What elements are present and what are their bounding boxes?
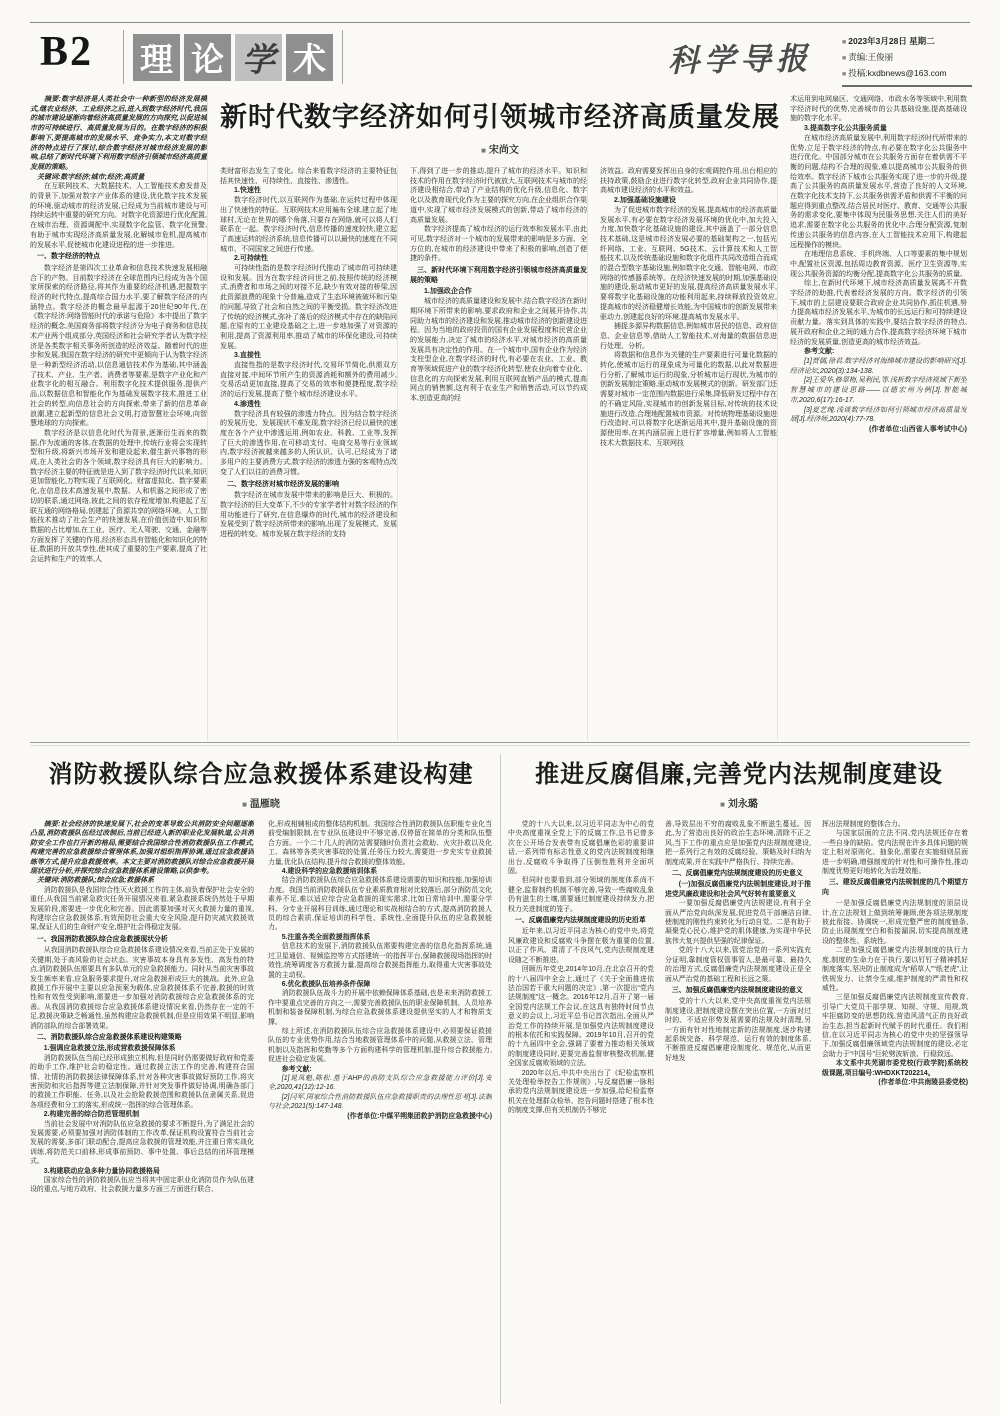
body-paragraph: 数字经济是以信息化时代为背景,逐渐衍生而来的数据,作为流通的客体,在数据的处理中,传统行业将会实现转型和升级,将新兴市场开发和建设起来,催生新兴事物的形成,在人类社会的各个领域,数字经济具有巨大的影响力。数字经济主要的特征就是进入到了数字经济时代以来,知识更加智能化,万物实现了互联网化、财富虚拟化、数字要素化,在信息技术高速发展中,数据、人和机器之间形成了密切的联系,通过网络,彼此之间的依存程度增加,构建起了互联互通的网络格局,创建起了资源共享的网络环境。人工智能技术推动了社会生产的快速发展,在价值创造中,知识和数据的占比增加,在工业、医疗、无人驾驶、交通、金融等方面发挥了关键的作用,经济形态具有智能化和知识化的特征,数据的开放共享性,使其成了重要的生产要素,提高了社会运转和生产的效率,人 (30, 429, 207, 564)
article-byline: ■ 刘永璐 (720, 799, 758, 810)
body-paragraph: 近年来,以习近平同志为核心的党中央,将党风廉政建设和反腐败斗争摆在极为重要的位置,以正了作风、肃清了不良风气,党内法规制度建设随之不断推进。 (508, 928, 654, 964)
sub-heading: 2.构建完善的综合防范管理机制 (43, 1111, 140, 1119)
body-paragraph: 三是加强反腐倡廉党内法规制度宣传教育,引导广大党员干部学规、知规、守规、用规,筑牢拒腐防变的思想防线,营造风清气正的良好政治生态,担当起新时代赋予的时代重任。我们相信,在以习近平同志为核心的党中央的坚强领导下,加强反腐倡廉领域党内法规制度的建设,必定会助力于“中国号”巨轮劈波斩浪、行稳致远。 (822, 994, 968, 1058)
sub-heading: 1.强调应急救援立法,形成营救救援保障体系 (43, 1045, 176, 1053)
vertical-divider (500, 754, 501, 1404)
text-column (508, 820, 654, 1416)
text-column (268, 820, 492, 1416)
body-paragraph: 党的十八大以来,管党治党的一系列实践充分证明,靠制度管权管事管人,是最可靠、最持久的治理方式,反腐倡廉党内法规制度建设正是全面从严治党的基础工程和长远之策。 (665, 947, 811, 983)
body-paragraph: 但同时也要看到,部分领域的制度体系尚不健全,监督制约机制不够完善,导致一些腐败乱象仍有滋生的土壤,需要通过制度建设持续发力,把权力关进制度的笼子。 (508, 877, 654, 913)
body-paragraph: 善,导致层出不穷的腐败乱象不断滋生蔓延。因此,为了营造出良好的政治生态环境,清除不正之风,当下工作的重点应是加强党内法规制度建设,把一系列行之有效的反腐经验、策略及时归纳为制度成果,并在实践中严格执行、持续完善。 (665, 821, 811, 866)
text-column (30, 820, 254, 1416)
issue-submit-email: ■ 投稿:kxdbnews@163.com (842, 68, 947, 78)
body-paragraph: 在城市经济高质量发展中,利用数字经济时代所带来的优势,立足于数字经济的特点,有必要在数字化公共服务中进行优化。中国部分城市在公共服务方面存在着供需不平衡的问题,结构不合理的现象,难以提高城市公共服务的供给效率。数字经济下城市公共服务实现了进一步的升级,提高了公共服务的高质量发展水平,营造了良好的人文环境,在数字化技术支持下,公共服务供需矛盾和供需不平衡的问题应得到重点整改,结合居民对医疗、教育、交通等公共服务的需求变化,要集中体现为民服务思想,关注人们的美好追求,需要在数字化公共服务的优化中,合理分配资源,复制传递公共服务的信息内容,在人工智能技术应用下,构建起远程操作的模块。 (790, 134, 967, 249)
article-title: 新时代数字经济如何引领城市经济高质量发展 (220, 102, 780, 132)
article-fire-rescue (30, 754, 492, 1406)
article-byline: ■ 温雁晓 (242, 799, 280, 810)
sub-heading: 1.快速性 (234, 187, 261, 195)
reference-text: [1]贾儒,徐君.数字经济对海绵城市建设的影响研究[J].经济论坛,2020(3):134-138. (790, 357, 967, 375)
keywords-text: 关键词:数字经济;城市;经济;高质量 (37, 173, 145, 181)
article-columns (508, 820, 970, 1416)
article-header (218, 95, 782, 164)
sub-heading: 6.优化救援队伍培养条件保障 (281, 980, 371, 988)
body-paragraph: 化,形成相辅相成的整体结构机制。我国综合性消防救援队伍职能专业化当前受编制限制,在专业队伍建设中不够完善,仅停留在简单的分类和队伍整合方面。一个二十几人的消防站需要随时负责社会救助、火灾扑救以及化工、森林等各类灾害事故的处置,任务压力较大,需要进一步充实专业救援力量,优化队伍结构,提升综合救援的整体效能。 (268, 821, 492, 866)
body-paragraph: 结合消防救援队伍综合应急救援体系建设需要的知识和技能,加强培训力度。我国当前消防救援队伍专业素质教育相对比较落后,部分消防员文化素养不足,难以适应综合应急救援的现实需求,比如日常培训中,需要分学科、分专业开展科目训练,通过理论和实战相结合的方式,提高消防救援人员的综合素质,保证培训的科学性、系统性,全面提升队伍的应急救援能力。 (268, 877, 492, 932)
author-unit: (作者单位:中共南陵县委党校) (878, 1078, 968, 1086)
body-paragraph: 捕捉多源异构数据信息,例如城市居民的信息、政府信息、企业信息等,借助人工智能技术,对海量的数据信息进行处理、分析。 (600, 323, 777, 350)
article-title: 消防救援队综合应急救援体系建设构建 (48, 761, 474, 788)
body-paragraph: 术运用到电网扇区、交通网络、市政水务等领域中,利用数字经济时代的优势,完善城市的公共基础设施,提高基础设施的数字化水平。 (790, 96, 967, 123)
project-note: 本文系中共芜湖市委党校(行政学院)系统校级课题,项目编号:WHDXKT202214。 (822, 1060, 968, 1077)
body-paragraph: 数字经济在城市发展中带来的影响是巨大、积极的。数字经济的巨大变革下,不少的专家学者针对数字经济的作用功能进行了研究,在信息爆炸的时代,城市的经济建设和发展受到了数字经济所带来的影响,出现了发展模式、发展进程的转变。城市发展在数字经济的支持 (220, 492, 397, 539)
body-paragraph: 在互联网技术、大数据技术、人工智能技术愈发普及的背景下,加强对数字产业体系的建设,优化数字技术发展的环境,驱动城市的经济发展,已经成为当前城市建设与可持续运转中重要的研究方向。对数字化资源进行优化配置,在城市治理、资源调配中,实现数字化监管、数字化预警,有助于城市实现经济高质量发展,化解城市危机,提高城市的发展水平,促使城市化建设进程的进一步推进。 (30, 183, 207, 249)
horizontal-divider (30, 742, 970, 743)
text-column (587, 95, 777, 740)
sub-heading: 3.提高数字化公共服务质量 (804, 125, 887, 133)
reference-text: 参考文献: (804, 348, 835, 356)
article-columns (30, 820, 492, 1416)
sub-heading: (一)加强反腐倡廉党内法规制度建设,对于推进党风廉政建设和社会风气好转有重要意义 (665, 881, 811, 898)
text-column (822, 820, 968, 1416)
body-paragraph: 消防救援队伍战斗力的开展中依赖保障体系基础,也是未来消防救援工作中要重点完善的方向之一,需要完善救援队伍的职业保障机制、人员培养机制和装备保障机制,为综合应急救援体系建设提供坚实的人才和物质支撑。 (268, 990, 492, 1026)
text-column (30, 95, 207, 740)
body-paragraph: 消防救援队伍当前已经形成独立机构,但是同时仍需要做好政府和党委的助手工作,维护社会的稳定性。通过救援立法工作的完善,构建符合国情、社情的消防救援法律保障体系,针对各种灾害事故做好预防工作,将灾害预防和灾后指挥等建立法制保障,并针对突发事件做好协调,明确各部门的救援工作职能、任务,以及社会抢险救援范围和救援队伍隶属关系,促进各项经费和分工的落实,形成统一指挥的综合管理体系。 (30, 1054, 254, 1109)
masthead-top-rule (30, 22, 970, 23)
divider-bar (123, 30, 124, 84)
article-digital-economy (30, 95, 970, 740)
body-paragraph: 可持续性指的是数字经济时代推动了城市的可持续建设和发展。因为在数字经济问世之前,按照传统的经济模式,消费者和市场之间的对接不足,缺少有效对接的桥梁,因此资源浪费的现象十分普遍,造成了生态环境被破坏和污染的问题,导致了社会和自然之间的平衡受损。数字经济改进了传统的经济模式,弥补了落后的经济模式中存在的缺陷问题,在原有的工业建设基础之上,进一步地加强了对资源的利用,提高了资源利用率,推动了城市的环保化建设,可持续发展。 (220, 265, 397, 350)
text-column (665, 820, 811, 1416)
sub-heading: 2.可持续性 (234, 255, 268, 263)
section-heading: 二、数字经济对城市经济发展的影响 (227, 480, 339, 488)
section-char-box: 术 (286, 34, 333, 81)
page-number: B2 (40, 29, 94, 75)
reference-text: [2]王爱华,修翠梅,吴利民,等.浅析数字经济视域下新型智慧城市的建设思路——以德宏州为例[J].智能城市,2020,6(17):16-17. (790, 377, 967, 404)
body-paragraph: 当前社会发展中对消防队伍应急救援的要求不断提升,为了满足社会的发展需要,必须要加强对消防体制的工作改革,保证机构设置符合当前社会发展的需要,多部门联动配合,提高应急救援的管理效能,并注重日常实战化训练,将防范关口前移,形成事前预防、事中处置、事后总结的闭环管理模式。 (30, 1120, 254, 1166)
body-paragraph: 数字经济时代,以互联网作为基础,在运转过程中体现出了快速性的特征。互联网技术应用遍布全球,建立起了地球村,无论在世界的哪个角落,只要存在网络,就可以将人们联系在一起。数字经济时代,信息传播的速度较快,建立起了高速运转的经济系统,信息传播可以以最快的速度在不同城市、不同国家之间进行传递。 (220, 197, 397, 253)
body-paragraph: 直接性指的是数字经济时代,交易环节简化,供需双方直接对接,中间环节所产生的资源消耗和额外的费用减少,交易活动更加直接,提高了交易的效率和便捷程度,数字经济的运行发展,提高了整个城市经济建设水平。 (220, 362, 397, 399)
text-column (207, 95, 397, 740)
section-char-box: 论 (184, 34, 231, 81)
body-paragraph: 一要加强反腐倡廉党内法规建设,有利于全面从严治党向纵深发展,促进党员干部廉洁自律,使制度的刚性约束转化为行动自觉。二是有助于凝聚党心民心,维护党的肌体健康,为实现中华民族伟大复兴提供坚强的纪律保证。 (665, 900, 811, 945)
sub-heading: 4.渗透性 (234, 400, 261, 408)
issue-editor: ■ 责编:王俊丽 (842, 52, 894, 62)
article-columns (30, 95, 970, 740)
author-unit: (作者单位:山西省人事考试中心) (869, 425, 967, 433)
horizontal-divider (30, 745, 970, 746)
section-heading: 三、建设反腐倡廉党内法规制度的几个期望方向 (822, 879, 968, 896)
sub-heading: 3.直接性 (234, 352, 261, 360)
author-unit: (作者单位:中煤平朔集团救护消防应急救援中心) (347, 1112, 492, 1120)
sub-heading: 3.构建联动应急多种力量协同救援格局 (43, 1167, 160, 1175)
reference-text: [3]夏艺瑰.浅谈数字经济如何引领城市经济高质量发展[J].经济师,2020(4):77-78. (790, 406, 967, 424)
body-paragraph: 下,得到了进一步的推动,提升了城市的经济水平。知识和技术的作用在数字经济时代被放大,互联网技术与城市的经济建设相结合,带动了产业结构的优化升级,信息化、数字化以及教育现代化作为主要的探究方向,在企业组织合作渠道中,实现了城市经济发展模式的创新,带动了城市经济的高质量发展。 (410, 168, 587, 224)
body-paragraph: 济效益。政府需要发挥出自身的宏观调控作用,出台相应的扶持政策,鼓励企业进行数字化转型,政府企业共同协作,提高城市建设经济的水平和效益。 (600, 168, 777, 195)
body-paragraph: 综上,在新时代环境下,城市经济高质量发展离不开数字经济的助推,代表着经济发展的方向。数字经济的引领下,城市的上层建设要联合政府企业共同协作,抓住机遇,努力提高城市经济发展水平,为城市的长远运行和可持续建设贡献力量。落实到具体的实践中,要结合数字经济的特点,展开政府和企业之间的通力合作,提高数字经济环境下城市经济的发展质量,创造更高的城市经济效益。 (790, 280, 967, 346)
square-bullet-icon: ■ (842, 55, 847, 62)
square-bullet-icon: ■ (842, 71, 847, 78)
body-paragraph: 数字经济提高了城市经济的运行效率和发展水平,由此可见,数字经济对一个城市的发展带来的影响是多方面、全方位的,在城市的经济建设中带来了积极的影响,创造了便捷的条件。 (410, 226, 587, 263)
article-anti-corruption (508, 754, 970, 1406)
reference-text: 参考文献: (281, 1065, 312, 1073)
sub-heading: 2.加强基础设施建设 (614, 197, 676, 205)
body-paragraph: 综上所述,在消防救援队伍综合应急救援体系建设中,必须要保证救援队伍的专业优势作用,结合当地救援管理体系中的问题,从救援立法、管理机制以及指挥和奖勤等多个方面构建科学的管理机制,提升综合救援能力,促进社会稳定发展。 (268, 1027, 492, 1064)
body-paragraph: 2020年以后,中共中央出台了《纪检监察机关处理检举控告工作规则》,与反腐倡廉一脉相承的党内法规制度建设进一步加强,给纪检监察机关在处理群众检举、控告问题时搭建了根本性的制度支撑,但有关机制仍不够完 (508, 1069, 654, 1115)
section-title (118, 30, 348, 84)
text-column (397, 95, 587, 740)
body-paragraph: 从我国消防救援队综合应急救援体系建设情况来看,当前正处于发展的关键期,处于高风险的社会状态。灾害事故本身具有多发性、高发性的特点,消防救援队伍需要具有多队单元的应急救援能力。同时从当前灾害事故发生频率来看,应急服务要求提升,对应急救援形成巨大的挑战。此外,应急救援工作开展中主要以应急预案为载体,应急救援体系不完善,救援的时效性和有效性受到影响,需要进一步加强对消防救援综合应急救援体系的完善。从我国消防救援综合应急救援体系建设情况来看,仍然存在一定的不足,救援决策缺乏畅通性,虽然构建应急救援机制,但是应用效果不明显,影响消防部队的综合部署效果。 (30, 947, 254, 1030)
section-heading: 二、消防救援队综合应急救援体系建设构建策略 (36, 1033, 182, 1041)
article-byline: ■ 宋尚文 (481, 145, 519, 156)
body-paragraph: 数字经济具有较强的渗透力特点。因为结合数字经济的发展历史、发展现状不难发现,数字经济已经以最快的速度在各个产业中渗透运用,例如农业、科教、工业等,发挥了巨大的渗透作用,在可移动支付、电商交易等行业领域内,数字经济被越来越多的人所认识、认可,已经成为了诸多用户的主要消费方式,数字经济的渗透力强的客观特点改变了人们以往的消费习惯。 (220, 410, 397, 476)
body-paragraph: 回顾历年党史,2014年10月,在北京召开的党的十八届四中全会上,通过了《关于全面推进依法治国若干重大问题的决定》,第一次提出“党内法规制度”这一概念。2016年12月,召开了第一届全国党内法规工作会议,在这具有独特时间节点意义的会议上,习近平总书记首次指出,全面从严治党工作的持续开展,是加强党内法规制度建设的根本依托和实践保障。2019年10月,召开的党的十九届四中全会,强调了要着力推动相关领域的制度建设同时,更要完善监督审核整改机制,健全国家反腐败领域的立法。 (508, 966, 654, 1068)
article-title: 推进反腐倡廉,完善党内法规制度建设 (535, 761, 943, 788)
section-heading: 二、反腐倡廉党内法规制度建设的历史意义 (671, 870, 803, 878)
issue-info (842, 34, 972, 87)
body-paragraph: 党的十八大以来,以习近平同志为中心的党中央高度重视全党上下的反腐工作,总书记曾多次在公开场合发表带有反腐倡廉色彩的重要讲话,一系列带有标志性意义的党内法规制度相继出台,反腐败斗争取得了压倒性胜利并全面巩固。 (508, 821, 654, 876)
body-paragraph: 与国家层面的立法不同,党内法规还存在着一些自身的缺陷。党内法规在许多具体问题的规定上相对原则化、抽象化,需要在实施细则层面进一步明确,增强制度的针对性和可操作性,推动制度优势更好地转化为治理效能。 (822, 830, 968, 876)
issue-date: ■ 2023年3月28日 星期二 (842, 36, 935, 46)
body-paragraph: 城市经济的高质量建设和发展中,结合数字经济在新时期环境下所带来的影响,要求政府和企业之间展开协作,共同助力城市的经济建设和发展,推动城市经济的创新建设进程。因为当地的政府投资的国有企业发展程度和民营企业的发展能力,决定了城市的经济水平,对城市经济的高质量发展具有决定性的作用。在一个城市中,国有企业作为经济支柱型企业,在数字经济的时代,有必要在农业、工业、教育等领域促进产业的数字经济化转型,使农业向着专业化、信息化的方向探索发展,利用互联网直销产品的模式,提高网点的销售额,这有利于农业生产和销售活动,可以节约成本,创造更高的经 (410, 298, 587, 403)
body-paragraph: 类财富形态发生了变化。综合来看数字经济的主要特征包括其快速性、可持续性、直接性、渗透性。 (220, 168, 397, 185)
sub-heading: 4.建设科学的应急救援培训体系 (281, 868, 378, 876)
body-paragraph: 党的十八大以来,党中央高度重视党内法规制度建设,把制度建设摆在突出位置,一方面对过时的、不适应形势发展需要的法规及时清理,另一方面有针对性地制定新的法规制度,逐步构建起系统完备、科学规范、运行有效的制度体系,不断推进反腐倡廉建设制度化、规范化,从而更好地发 (665, 998, 811, 1062)
section-heading: 三、新时代环境下利用数字经济引领城市经济高质量发展的策略 (410, 267, 587, 284)
square-bullet-icon: ■ (842, 39, 847, 46)
body-paragraph: 挥出法规制度的整体合力。 (822, 821, 905, 828)
reference-text: [1]晁凤魁,陈松.基于AHP的消防支队综合应急救援能力评价[J].安全,2020,41(12):12-16. (268, 1074, 492, 1092)
body-paragraph: 信息技术的发展下,消防救援队伍需要构建完善的信息化指挥系统,通过卫星通信、视频监控等方式搭建统一的指挥平台,保障救援现场指挥的时效性,统筹调度各方救援力量,提高综合救援指挥能力,取得重大灾害事故处置的主动权。 (268, 943, 492, 979)
body-paragraph: 将数据和信息作为关键的生产要素进行可量化数据的转化,使城市运行的现象成为可量化的数据,以此对数据进行分析,了解城市运行的现象,分析城市运行现状,为城市的创新发展制定策略,驱动城市发展模式的创新。研发部门还需要对城市一定范围内数据进行采集,降低研发过程中存在的不确定风险,实现城市的创新发展目标,对传统的技术设施进行改造,合理地配置城市资源。对传统物理基础设施进行改造时,可以将数字化逐渐运用其中,提升基础设施的资源使用率,在其内涵层面上进行扩容增量,例如将人工智能技术大数据技术、互联网技 (600, 352, 777, 447)
abstract-text: 摘要:社会经济的快速发展下,社会的变革导致公共消防安全问题逐渐凸显,消防救援队伍经过改制后,当前已经进入新的职业化发展轨道,公共消防安全工作也打开新的格局,需要结合我国综合性消防救援队伍工作模式,构建完善的应急救援综合管理体系,加强对组织指挥协调,通过应急救援训练等方式,提升应急救援效率。本文主要对消防救援队对综合应急救援开展现状进行分析,并探究综合应急救援体系建设策略,以供参考。 (30, 821, 254, 876)
body-paragraph: 二是加强反腐倡廉党内法规制度的执行力度,制度的生命力在于执行,要以钉钉子精神抓好制度落实,坚决防止制度成为“稻草人”“纸老虎”,让铁规发力、让禁令生威,维护制度的严肃性和权威性。 (822, 947, 968, 992)
square-bullet-icon: ■ (720, 800, 725, 809)
body-paragraph: 一是加强反腐倡廉党内法规制度的顶层设计,在立法规划上做到统筹兼顾,使各项法规制度彼此衔接、协调统一,形成完整严密的制度链条,防止出现制度空白和衔接漏洞,切实提高制度建设的整体性、系统性。 (822, 900, 968, 945)
body-paragraph: 为了促进城市数字经济的发展,提高城市的经济高质量发展水平,有必要在数字经济发展环境的优化中,加大投入力度,加快数字化基础设施的建设,其中涵盖了一部分信息技术基础,这是城市经济发展必要的基础架构之一,包括光纤网络、工业、互联网、5G技术、云计算技术和人工智能技术,以及传统基础设施和数字化组件共同改造组合而成的混合型数字基础设施,例如数字化交通、智能电网、市政网络的传感器系统等。在经济快速发展的时期,加强基础设施的建设,驱动城市更好的发展,提高经济高质量发展水平,要将数字化基础设施的功能利用起来,持续释放投资效应,提高城市的经济稳健增长效能,为中国城市的创新发展带来驱动力,创建起良好的环境,提高城市发展水平。 (600, 206, 777, 321)
section-char-box: 学 (235, 34, 282, 81)
text-column (777, 95, 967, 740)
body-paragraph: 在地理信息系统、手机终端、人口等要素的集中规划中,配置社区资源,包括周边教育资源、医疗卫生资源等,实现公共服务资源的均衡分配,提高数字化公共服务的质量。 (790, 251, 967, 278)
section-heading: 一、反腐倡廉党内法规制度建设的历史沿革 (514, 917, 646, 925)
reference-text: [2]闫军.国家综合性消防救援队伍应急救援职责的法理性思考[J].法制与社会,2021(5):147-148. (268, 1093, 492, 1111)
abstract-text: 摘要:数字经济是人类社会中一种新型的经济发展模式,继农业经济、工业经济之后,进入到数字经济时代,我国的城市建设逐渐向着经济高质量发展的方向探究,以促进城市的可持续进行、高质量发展为目的。在数字经济的积极影响下,要提高城市的发展水平、竞争实力,本文对数字经济的特点进行了探讨,综合数字经济对城市经济发展的影响,总结了新时代环境下利用数字经济引领城市经济高质量发展的策略。 (30, 96, 207, 171)
section-char-box: 理 (133, 34, 180, 81)
sub-heading: 1.加强政企合作 (424, 288, 472, 296)
body-paragraph: 数字经济是第四次工业革命和信息技术快速发展相融合下的产物。目前数字经济在全球范围内已经成为各个国家所探索的经济路径,将其作为重要的经济机遇,把握数字经济的时代特点,提高综合国力水平,要了解数字经济的内涵特点。数字经济的概念最早起源于20世纪90年代,在《数字经济:网络智能时代的承诺与危险》本中提出了数字经济的概念,美国商务部将数字经济分为电子商务和信息技术产业两个组成部分,英国经济和社会研究学者认为数字经济是各类数字相关事务所创造的经济效益。随着时代的进步和发展,我国在数字经济的研究中更倾向于认为数字经济是一种新型经济活动,以信息通信技术作为基础,其中涵盖了技术、产业、生产者、消费者等要素,是数字产业化和产业数字化的相互融合。利用数字化技术提供服务,提供产品,以数据信息和智能化作为基础发展数字技术,推进工业社会的转型,向信息社会的方向探索,带来了新的信息革命浪潮,建立起新型的信息社会文明,打造智慧社会环境,向智慧地球的方向探索。 (30, 264, 207, 428)
section-heading: 一、数字经济的特点 (37, 253, 100, 261)
divider-bar (342, 30, 343, 84)
body-paragraph: 国家综合性的消防救援队伍应当将其中固定职业化消防员作为队伍建设的重点,与地方政府、社会救援力量多方面三方面进行联合, (30, 1177, 254, 1194)
body-paragraph: 消防救援队是我国综合性灭火救援工作的主体,肩负着保护社会安全的重任,从我国当前紧急救灾任务开展情况来看,紧急救援系统仍然处于早期发展阶段,需要进一步优化和完善。因此需要加强对灭火救援力量的重视,构建综合应急救援体系,有效预防社会重大安全风险,提升防灾减灾救援效果,保证人们的生命财产安全,维护社会得稳定发展。 (30, 886, 254, 932)
section-heading: 三、加强反腐倡廉党内法规制度建设的意义 (671, 986, 803, 994)
square-bullet-icon: ■ (242, 800, 247, 809)
keywords-text: 关键词:消防救援队;综合应急;救援体系 (36, 877, 155, 885)
sub-heading: 5.注重各类全面救援指挥体系 (281, 933, 371, 941)
square-bullet-icon: ■ (481, 146, 486, 155)
newspaper-logo: 科学导报 (667, 40, 813, 79)
section-heading: 一、我国消防救援队综合应急救援现状分析 (36, 935, 168, 943)
